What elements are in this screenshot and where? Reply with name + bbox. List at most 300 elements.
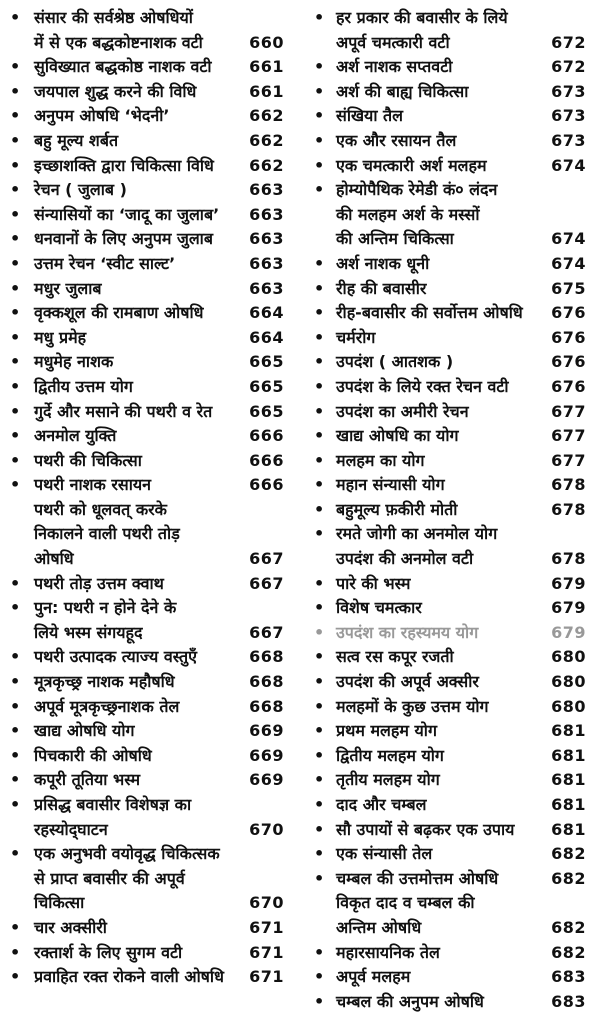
toc-page-number: 681 (551, 745, 586, 765)
toc-page-number: 661 (249, 57, 284, 77)
toc-entry-title: वृक्कशूल की रामबाण ओषधि (34, 303, 204, 323)
toc-line (302, 178, 592, 203)
toc-entry (0, 6, 290, 55)
toc-entry-title: एक संन्यासी तेल (336, 844, 433, 864)
toc-line (302, 547, 592, 572)
toc-line (0, 80, 290, 105)
toc-page-number: 663 (249, 229, 284, 249)
toc-page-number: 666 (249, 475, 284, 495)
toc-line (0, 547, 290, 572)
toc-page-number: 669 (249, 745, 284, 765)
toc-entry (302, 891, 592, 940)
toc-entry-title: एक अनुभवी वयोवृद्ध चिकित्सक (34, 844, 220, 864)
toc-entry-title: प्रसिद्ध बवासीर विशेषज्ञ का (34, 795, 192, 814)
toc-entry-title: पथरी उत्पादक त्याज्य वस्तुएँ (34, 647, 197, 667)
toc-entry (302, 350, 592, 375)
toc-entry (0, 719, 290, 744)
bullet-icon: • (314, 967, 325, 987)
bullet-icon: • (10, 180, 21, 200)
toc-line (0, 301, 290, 326)
toc-line (302, 129, 592, 154)
bullet-icon: • (10, 696, 21, 716)
toc-line (302, 154, 592, 179)
toc-line (302, 990, 592, 1015)
toc-line (302, 670, 592, 695)
toc-line (302, 818, 592, 843)
toc-page-number: 669 (249, 721, 284, 741)
toc-entry (0, 572, 290, 597)
toc-page-number: 669 (249, 770, 284, 790)
toc-line (0, 203, 290, 228)
toc-entry (0, 104, 290, 129)
toc-page-number: 678 (551, 549, 586, 569)
toc-line (302, 719, 592, 744)
toc-line (0, 129, 290, 154)
toc-entry (0, 252, 290, 277)
bullet-icon: • (314, 991, 325, 1011)
toc-entry-title: पुन: पथरी न होने देने के (34, 598, 177, 618)
toc-line (302, 793, 592, 818)
bullet-icon: • (10, 745, 21, 765)
toc-entry-title: संखिया तैल (336, 106, 404, 126)
toc-entry (302, 645, 592, 670)
toc-line (0, 768, 290, 793)
toc-line (302, 375, 592, 400)
toc-column-left (0, 6, 290, 990)
toc-entry-title: से प्राप्त बवासीर की अपूर्व (34, 868, 185, 888)
toc-entry-title: द्वितीय मलहम योग (336, 745, 444, 765)
toc-entry-title: प्रथम मलहम योग (336, 721, 437, 741)
toc-entry-title: जयपाल शुद्ध करने की विधि (34, 81, 197, 101)
toc-entry (0, 277, 290, 302)
toc-entry-title: सौ उपायों से बढ़कर एक उपाय (336, 819, 515, 839)
toc-page-number: 663 (249, 253, 284, 273)
toc-entry-title: महारसायनिक तेल (336, 942, 440, 962)
toc-line (0, 941, 290, 966)
toc-page-number: 677 (551, 450, 586, 470)
toc-line (0, 227, 290, 252)
toc-page-number: 679 (551, 573, 586, 593)
toc-line (302, 6, 592, 31)
toc-entry-title: लिये भस्म संगयहूद (34, 622, 143, 642)
toc-entry (302, 695, 592, 720)
toc-page-number: 661 (249, 81, 284, 101)
toc-line (302, 867, 592, 892)
toc-entry (302, 252, 592, 277)
toc-line (0, 350, 290, 375)
toc-entry-title: चम्बल की अनुपम ओषधि (336, 991, 484, 1011)
toc-page-number: 668 (249, 696, 284, 716)
toc-line (302, 941, 592, 966)
toc-entry (0, 744, 290, 769)
toc-entry (0, 227, 290, 252)
toc-page-number: 665 (249, 401, 284, 421)
toc-page-number: 679 (551, 598, 586, 618)
bullet-icon: • (314, 770, 325, 790)
toc-entry (302, 301, 592, 326)
bullet-icon: • (10, 475, 21, 495)
toc-entry (0, 154, 290, 179)
toc-entry-title: चर्मरोग (336, 327, 376, 347)
toc-entry-title: चम्बल की उत्तमोत्तम ओषधि (336, 868, 499, 888)
toc-page-number: 670 (249, 819, 284, 839)
toc-entry-title: बहुमूल्य फ़कीरी मोती (336, 499, 458, 519)
bullet-icon: • (10, 303, 21, 323)
toc-entry (302, 178, 592, 252)
toc-entry-title: उपदंश की अनमोल वटी (336, 549, 474, 569)
toc-entry (302, 965, 592, 990)
toc-line (0, 326, 290, 351)
bullet-icon: • (314, 8, 325, 27)
toc-entry (302, 621, 592, 646)
toc-entry-title: होम्योपैथिक रेमेडी कं० लंदन (336, 180, 498, 200)
toc-line (302, 522, 592, 547)
toc-page-number: 678 (551, 475, 586, 495)
bullet-icon: • (10, 278, 21, 298)
toc-page-number: 666 (249, 450, 284, 470)
toc-entry-title: रेचन ( जुलाब ) (34, 180, 127, 200)
bullet-icon: • (10, 376, 21, 396)
toc-line (302, 400, 592, 425)
toc-entry (302, 744, 592, 769)
bullet-icon: • (10, 942, 21, 962)
toc-entry-title: अर्श नाशक धूनी (336, 253, 430, 273)
toc-entry-title: अपूर्व चमत्कारी वटी (336, 32, 450, 52)
toc-page-number: 680 (551, 647, 586, 667)
toc-entry-title: उपदंश ( आतशक ) (336, 352, 454, 372)
toc-page-number: 663 (249, 278, 284, 298)
toc-entry-title: चार अक्सीरी (34, 917, 107, 937)
toc-entry (302, 375, 592, 400)
toc-page-number: 681 (551, 770, 586, 790)
toc-entry (0, 645, 290, 670)
toc-line (302, 621, 592, 646)
toc-line (302, 252, 592, 277)
toc-entry-title: हर प्रकार की बवासीर के लिये (336, 8, 508, 27)
toc-entry-title: अर्श नाशक सप्तवटी (336, 57, 453, 77)
toc-page-number: 677 (551, 401, 586, 421)
toc-page-number: 665 (249, 376, 284, 396)
toc-entry-title: रीह-बवासीर की सर्वोत्तम ओषधि (336, 303, 523, 323)
toc-entry (302, 80, 592, 105)
bullet-icon: • (314, 130, 325, 150)
toc-entry-title: संसार की सर्वश्रेष्ठ ओषधियों (34, 8, 193, 27)
toc-page-number: 671 (249, 942, 284, 962)
toc-line (0, 6, 290, 31)
toc-page-number: 683 (551, 967, 586, 987)
toc-entry-title: उपदंश का अमीरी रेचन (336, 401, 469, 421)
toc-line (0, 154, 290, 179)
bullet-icon: • (314, 745, 325, 765)
toc-entry (0, 301, 290, 326)
toc-entry (302, 498, 592, 523)
toc-page-number: 663 (249, 204, 284, 224)
bullet-icon: • (314, 303, 325, 323)
toc-line (0, 965, 290, 990)
toc-entry (0, 473, 290, 498)
toc-entry (302, 154, 592, 179)
toc-entry (0, 326, 290, 351)
toc-entry (0, 498, 290, 572)
bullet-icon: • (314, 253, 325, 273)
toc-entry-title: प्रवाहित रक्त रोकने वाली ओषधि (34, 967, 224, 987)
bullet-icon: • (314, 499, 325, 519)
toc-line (0, 744, 290, 769)
toc-entry-title: पथरी की चिकित्सा (34, 450, 142, 470)
toc-entry (0, 129, 290, 154)
toc-entry-title: अर्श की बाह्य चिकित्सा (336, 81, 469, 101)
toc-entry (0, 400, 290, 425)
toc-entry (302, 719, 592, 744)
toc-page-number: 680 (551, 696, 586, 716)
toc-line (0, 621, 290, 646)
bullet-icon: • (314, 622, 325, 642)
toc-entry (0, 178, 290, 203)
bullet-icon: • (314, 180, 325, 200)
bullet-icon: • (314, 81, 325, 101)
bullet-icon: • (314, 57, 325, 77)
toc-line (0, 818, 290, 843)
toc-page-number: 680 (551, 672, 586, 692)
toc-entry (302, 6, 592, 55)
bullet-icon: • (314, 573, 325, 593)
toc-line (302, 227, 592, 252)
toc-page-number: 667 (249, 573, 284, 593)
toc-entry-title: रक्तार्श के लिए सुगम वटी (34, 942, 183, 962)
toc-entry-title: मलहम का योग (336, 450, 425, 470)
toc-entry (302, 990, 592, 1015)
toc-page-number: 664 (249, 327, 284, 347)
toc-page-number: 681 (551, 819, 586, 839)
toc-entry-title: उत्तम रेचन ‘स्वीट साल्ट’ (34, 253, 176, 273)
toc-entry-title: पथरी को धूलवत् करके (34, 499, 167, 519)
toc-line (302, 326, 592, 351)
toc-entry (302, 670, 592, 695)
toc-page-number: 672 (551, 32, 586, 52)
toc-entry (302, 818, 592, 843)
toc-page-number: 681 (551, 795, 586, 814)
toc-entry-title: पिचकारी की ओषधि (34, 745, 152, 765)
toc-entry-title: गुर्दे और मसाने की पथरी व रेत (34, 401, 213, 421)
toc-page-number: 674 (551, 155, 586, 175)
toc-line (302, 891, 592, 916)
toc-line (0, 424, 290, 449)
toc-line (0, 55, 290, 80)
bullet-icon: • (10, 450, 21, 470)
toc-page-number: 683 (551, 991, 586, 1011)
toc-entry-title: रमते जोगी का अनमोल योग (336, 524, 498, 544)
toc-line (0, 891, 290, 916)
toc-page-number: 677 (551, 426, 586, 446)
toc-entry (302, 941, 592, 966)
toc-entry (0, 842, 290, 916)
toc-line (302, 301, 592, 326)
toc-entry (302, 473, 592, 498)
bullet-icon: • (314, 278, 325, 298)
toc-line (0, 916, 290, 941)
toc-page-number: 665 (249, 352, 284, 372)
toc-entry-title: चिकित्सा (34, 893, 85, 913)
toc-entry (302, 104, 592, 129)
toc-page-number: 671 (249, 917, 284, 937)
toc-entry (302, 842, 592, 867)
toc-line (302, 965, 592, 990)
toc-line (302, 350, 592, 375)
toc-entry-title: मधुर जुलाब (34, 278, 102, 298)
toc-line (302, 473, 592, 498)
bullet-icon: • (10, 8, 21, 27)
toc-line (0, 596, 290, 621)
toc-line (302, 572, 592, 597)
toc-entry-title: तृतीय मलहम योग (336, 770, 440, 790)
toc-entry-title: उपदंश के लिये रक्त रेचन वटी (336, 376, 509, 396)
toc-line (0, 793, 290, 818)
toc-page-number: 682 (551, 917, 586, 937)
bullet-icon: • (314, 721, 325, 741)
bullet-icon: • (10, 130, 21, 150)
bullet-icon: • (314, 475, 325, 495)
toc-entry-title: ओषधि (34, 549, 74, 569)
toc-entry (0, 55, 290, 80)
toc-entry (0, 768, 290, 793)
toc-entry-title: महान संन्यासी योग (336, 475, 445, 495)
bullet-icon: • (10, 155, 21, 175)
toc-entry (0, 449, 290, 474)
bullet-icon: • (10, 647, 21, 667)
toc-entry-title: पथरी तोड़ उत्तम क्वाथ (34, 573, 164, 593)
toc-column-right (302, 6, 592, 1014)
bullet-icon: • (314, 524, 325, 544)
toc-page-number: 668 (249, 647, 284, 667)
toc-line (302, 449, 592, 474)
bullet-icon: • (314, 401, 325, 421)
bullet-icon: • (314, 844, 325, 864)
toc-page-number: 676 (551, 303, 586, 323)
toc-entry-title: अन्तिम ओषधि (336, 917, 422, 937)
toc-line (0, 867, 290, 892)
toc-page-number: 676 (551, 352, 586, 372)
toc-entry (0, 80, 290, 105)
toc-line (302, 104, 592, 129)
toc-entry-title: दाद और चम्बल (336, 795, 427, 814)
toc-entry-title: की मलहम अर्श के मस्सों (336, 204, 480, 224)
toc-entry-title: द्वितीय उत्तम योग (34, 376, 133, 396)
toc-entry (0, 916, 290, 941)
toc-line (0, 449, 290, 474)
toc-entry-title: पारे की भस्म (336, 573, 411, 593)
toc-entry-title: इच्छाशक्ति द्वारा चिकित्सा विधि (34, 155, 214, 175)
bullet-icon: • (314, 942, 325, 962)
toc-page-number: 662 (249, 130, 284, 150)
toc-entry-title: अपूर्व मलहम (336, 967, 411, 987)
toc-page-number: 679 (551, 622, 586, 642)
toc-entry (0, 596, 290, 645)
toc-entry (302, 400, 592, 425)
toc-entry (302, 424, 592, 449)
toc-page-number: 674 (551, 229, 586, 249)
toc-entry (302, 768, 592, 793)
toc-line (0, 572, 290, 597)
toc-page-number: 682 (551, 942, 586, 962)
toc-line (0, 842, 290, 867)
toc-entry (0, 670, 290, 695)
toc-page-number: 663 (249, 180, 284, 200)
toc-line (302, 695, 592, 720)
toc-entry (302, 867, 592, 892)
toc-line (302, 916, 592, 941)
toc-entry (0, 375, 290, 400)
toc-entry (302, 522, 592, 547)
toc-line (302, 277, 592, 302)
toc-line (0, 375, 290, 400)
toc-line (0, 252, 290, 277)
bullet-icon: • (10, 327, 21, 347)
bullet-icon: • (10, 57, 21, 77)
toc-entry-title: अनुपम ओषधि ‘भेदनी’ (34, 106, 170, 126)
bullet-icon: • (314, 795, 325, 814)
toc-entry-title: विकृत दाद व चम्बल की (336, 893, 475, 913)
toc-line (302, 768, 592, 793)
toc-page-number: 662 (249, 155, 284, 175)
toc-line (0, 31, 290, 56)
toc-entry (302, 55, 592, 80)
toc-entry (302, 596, 592, 621)
bullet-icon: • (10, 672, 21, 692)
toc-line (302, 424, 592, 449)
toc-page-number: 662 (249, 106, 284, 126)
toc-entry (0, 350, 290, 375)
bullet-icon: • (10, 204, 21, 224)
bullet-icon: • (314, 819, 325, 839)
bullet-icon: • (10, 721, 21, 741)
bullet-icon: • (314, 696, 325, 716)
toc-page-number: 676 (551, 327, 586, 347)
toc-entry (302, 449, 592, 474)
toc-entry-title: मधु प्रमेह (34, 327, 87, 347)
toc-line (302, 645, 592, 670)
toc-page-number: 664 (249, 303, 284, 323)
toc-page-number: 682 (551, 844, 586, 864)
bullet-icon: • (314, 327, 325, 347)
bullet-icon: • (10, 598, 21, 618)
bullet-icon: • (10, 844, 21, 864)
toc-page-number: 681 (551, 721, 586, 741)
toc-entry-title: अनमोल युक्ति (34, 426, 117, 446)
toc-line (0, 670, 290, 695)
toc-entry (0, 941, 290, 966)
toc-entry-title: निकालने वाली पथरी तोड़ (34, 524, 180, 544)
toc-line (0, 522, 290, 547)
toc-line (302, 31, 592, 56)
toc-line (302, 744, 592, 769)
toc-line (302, 498, 592, 523)
toc-line (302, 596, 592, 621)
toc-entry (302, 326, 592, 351)
bullet-icon: • (314, 426, 325, 446)
bullet-icon: • (10, 81, 21, 101)
toc-line (302, 55, 592, 80)
toc-entry-title: रीह की बवासीर (336, 278, 427, 298)
toc-entry (0, 424, 290, 449)
bullet-icon: • (10, 106, 21, 126)
bullet-icon: • (314, 868, 325, 888)
toc-page-number: 671 (249, 967, 284, 987)
toc-entry (302, 547, 592, 572)
toc-entry-title: खाद्य ओषधि का योग (336, 426, 459, 446)
toc-entry-title: कपूरी तूतिया भस्म (34, 770, 141, 790)
bullet-icon: • (10, 352, 21, 372)
toc-line (0, 498, 290, 523)
